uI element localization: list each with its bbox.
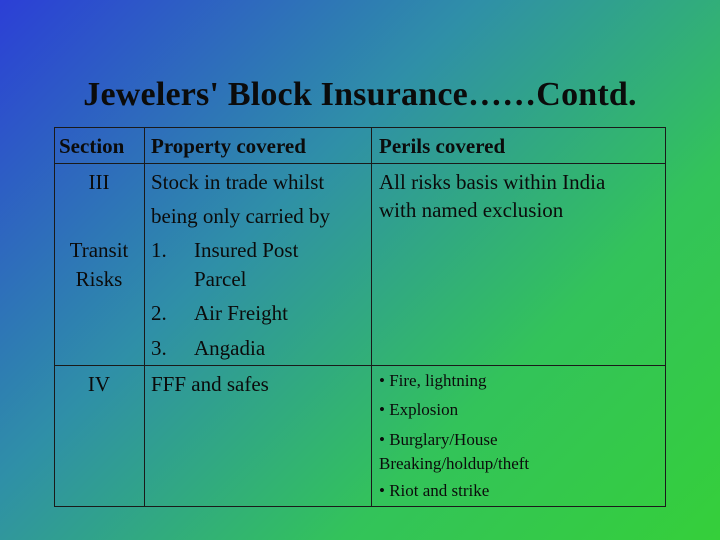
row3-section-sub-2: Risks <box>75 267 123 291</box>
row3-property-line2: being only carried by <box>151 204 331 228</box>
header-section: Section <box>59 134 125 158</box>
slide-title: Jewelers' Block Insurance……Contd. <box>83 76 637 113</box>
table-header-divider <box>54 163 666 164</box>
list-item-text: Angadia <box>194 336 266 360</box>
list-item-continuation: Parcel <box>194 267 247 291</box>
row4-section: IV <box>87 372 111 396</box>
list-item-number: 3. <box>151 336 167 360</box>
list-item-number: 2. <box>151 301 167 325</box>
peril-item: • Riot and strike <box>379 481 490 500</box>
peril-item: • Explosion <box>379 400 459 419</box>
table-row-divider <box>54 365 666 366</box>
table-divider-col2 <box>371 127 372 507</box>
row4-property: FFF and safes <box>151 372 269 396</box>
row3-perils-line1: All risks basis within India <box>379 170 606 194</box>
table-divider-col1 <box>144 127 145 507</box>
table-border-top <box>54 127 666 128</box>
list-item-text: Air Freight <box>194 301 288 325</box>
table-border-bottom <box>54 506 666 507</box>
row3-section-sub-1: Transit <box>69 238 129 262</box>
list-item-number: 1. <box>151 238 167 262</box>
header-perils: Perils covered <box>379 134 506 158</box>
peril-item-continuation: Breaking/holdup/theft <box>379 454 530 473</box>
header-property: Property covered <box>151 134 306 158</box>
row3-property-line1: Stock in trade whilst <box>151 170 325 194</box>
row3-section: III <box>88 170 110 194</box>
list-item-text: Insured Post <box>194 238 299 262</box>
row3-perils-line2: with named exclusion <box>379 198 564 222</box>
peril-item: • Fire, lightning <box>379 371 487 390</box>
table-divider-right <box>665 127 666 507</box>
peril-item: • Burglary/House <box>379 430 498 449</box>
